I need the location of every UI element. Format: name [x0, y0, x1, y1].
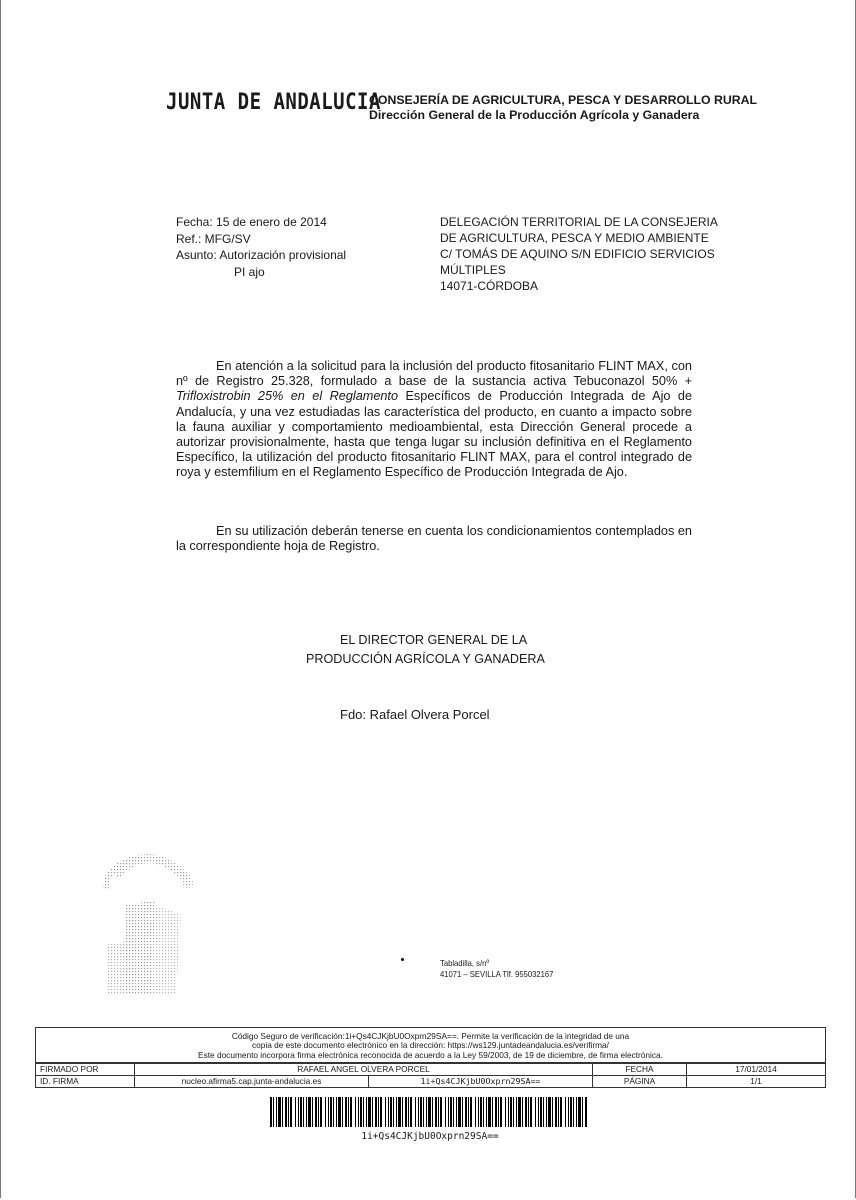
pagina-label: PÁGINA [593, 1075, 687, 1087]
signature-table [36, 1063, 825, 1087]
verification-line-2: copia de este documento electrónico en la dirección: https://ws129.juntadeandalucia.es/verifirma/ [252, 1040, 609, 1051]
p1-text-italic: Trifloxistrobin 25% en el Reglamento [176, 389, 399, 404]
table-row [36, 1063, 825, 1075]
id-server: nucleo.afirma5.cap.junta-andalucia.es [135, 1075, 369, 1087]
recipient-line: C/ TOMÁS DE AQUINO S/N EDIFICIO SERVICIOS [440, 247, 715, 261]
p1-text-a: En atención a la solicitud para la inclusión del producto fitosanitario FLINT MAX, con nº de Registro 25.328, formulado a base de la sustancia activa Tebuconazol 50% + [176, 359, 692, 389]
recipient-line: 14071-CÓRDOBA [440, 279, 539, 293]
junta-emblem-icon [96, 845, 206, 995]
verification-line-1: Código Seguro de verificación:1i+Qs4CJKjbU0Oxprn29SA==. Permite la verificación de la integridad de una [231, 1031, 630, 1041]
signature-name: Fdo: Rafael Olvera Porcel [340, 707, 490, 722]
id-code: 1i+Qs4CJKjbU0Oxprn29SA== [369, 1075, 593, 1087]
recipient-address [440, 214, 718, 294]
barcode-text: 1i+Qs4CJKjbU0Oxprn29SA== [361, 1131, 499, 1142]
recipient-line: MÚLTIPLES [440, 263, 506, 277]
firmado-label: FIRMADO POR [36, 1063, 135, 1075]
table-row [36, 1075, 825, 1087]
meta-asunto-cont: PI ajo [234, 264, 265, 279]
pagina-value: 1/1 [687, 1075, 826, 1087]
meta-ref: Ref.: MFG/SV [176, 231, 251, 246]
letter-meta [176, 214, 346, 280]
verification-barcode [270, 1097, 588, 1127]
meta-asunto: Asunto: Autorización provisional [176, 248, 347, 262]
signature-title-2: PRODUCCIÓN AGRÍCOLA Y GANADERA [306, 652, 545, 666]
recipient-line: DELEGACIÓN TERRITORIAL DE LA CONSEJERIA [440, 215, 718, 229]
id-label: ID. FIRMA [36, 1075, 135, 1087]
junta-logo: JUNTA DE ANDALUCIA [166, 89, 381, 115]
mark-dot [401, 958, 404, 961]
address-line: Tabladilla, s/nº [440, 958, 490, 968]
verification-line-3: Este documento incorpora firma electrónica reconocida de acuerdo a la Ley 59/2003, de 19 de diciembre, de firma electrónica. [198, 1049, 663, 1060]
recipient-line: DE AGRICULTURA, PESCA Y MEDIO AMBIENTE [440, 231, 709, 245]
body-paragraph-2: En su utilización deberán tenerse en cuenta los condicionamientos contemplados en la correspondiente hoja de Registro. [176, 524, 692, 554]
signature-title-1: EL DIRECTOR GENERAL DE LA [340, 633, 528, 647]
fecha-label: FECHA [593, 1063, 687, 1075]
body-paragraph-1 [176, 359, 692, 481]
verification-box [35, 1027, 826, 1088]
verification-header [36, 1028, 825, 1063]
consejeria-heading: CONSEJERÍA DE AGRICULTURA, PESCA Y DESARROLLO RURAL [369, 93, 758, 107]
p1-text-b: Específicos de Producción Integrada de Ajo de Andalucía, y una vez estudiadas las característica del producto, en cuanto a impacto sobre la fauna auxiliar y comportamiento medioambiental, esta Dirección General procede a autorizar provisionalmente, hasta que tenga lugar su inclusión definitiva en el Reglamento Específico, la utilización del producto fitosanitario FLINT MAX, para el control integrado de roya y estemfilium en el Reglamento Específico de Producción Integrada de Ajo. [176, 389, 692, 480]
firmado-value: RAFAEL ANGEL OLVERA PORCEL [135, 1063, 593, 1075]
meta-fecha: Fecha: 15 de enero de 2014 [176, 215, 327, 229]
fecha-value: 17/01/2014 [687, 1063, 826, 1075]
direccion-heading: Dirección General de la Producción Agrícola y Ganadera [369, 108, 700, 122]
footer-address [440, 958, 553, 980]
address-line: 41071 – SEVILLA Tlf. 955032167 [440, 969, 554, 979]
